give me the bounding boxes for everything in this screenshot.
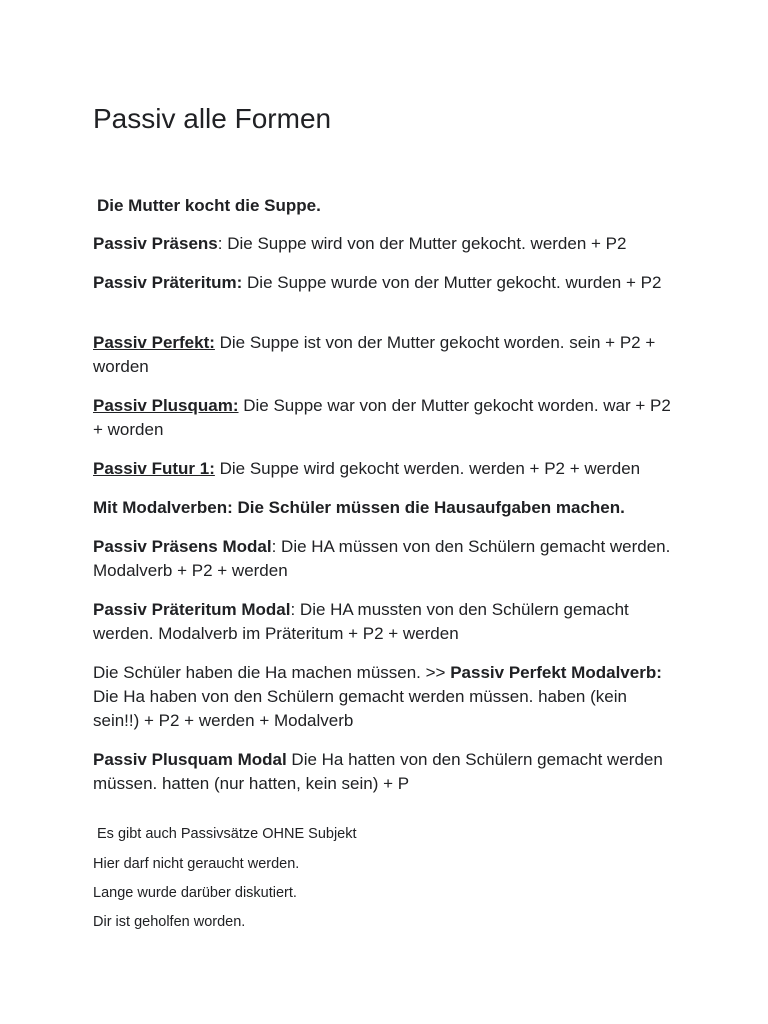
- modal-heading: Mit Modalverben: Die Schüler müssen die Hausaufgaben machen.: [93, 498, 625, 517]
- line-perfekt: Passiv Perfekt: Die Suppe ist von der Mutter gekocht worden. sein + P2 + worden: [93, 333, 656, 376]
- line-plusquam-modal: Passiv Plusquam Modal Die Ha hatten von den Schülern gemacht werden müssen. hatten (nur hatten, kein sein) + P: [93, 750, 663, 793]
- no-subject-heading: Es gibt auch Passivsätze OHNE Subjekt: [97, 826, 357, 842]
- line-praeteritum: Passiv Präteritum: Die Suppe wurde von der Mutter gekocht. wurden + P2: [93, 273, 662, 292]
- line-perfekt-modal: Die Schüler haben die Ha machen müssen. >> Passiv Perfekt Modalverb: Die Ha haben von den Schülern gemacht werden müssen. haben (kein sein!!) + P2 + werden + Modalverb: [93, 663, 662, 730]
- line-praeteritum-modal: Passiv Präteritum Modal: Die HA mussten von den Schülern gemacht werden. Modalverb im Präteritum + P2 + werden: [93, 600, 629, 643]
- document-title: Passiv alle Formen: [93, 103, 332, 134]
- line-praesens-modal: Passiv Präsens Modal: Die HA müssen von den Schülern gemacht werden. Modalverb + P2 + werden: [93, 537, 671, 580]
- no-subject-example: Hier darf nicht geraucht werden.: [93, 856, 300, 872]
- no-subject-example: Lange wurde darüber diskutiert.: [93, 885, 297, 901]
- line-plusquam: Passiv Plusquam: Die Suppe war von der Mutter gekocht worden. war + P2 + worden: [93, 396, 671, 439]
- no-subject-example: Dir ist geholfen worden.: [93, 914, 246, 930]
- line-futur1: Passiv Futur 1: Die Suppe wird gekocht werden. werden + P2 + werden: [93, 459, 641, 478]
- line-praesens: Passiv Präsens: Die Suppe wird von der Mutter gekocht. werden + P2: [93, 234, 627, 253]
- example-sentence: Die Mutter kocht die Suppe.: [97, 196, 321, 215]
